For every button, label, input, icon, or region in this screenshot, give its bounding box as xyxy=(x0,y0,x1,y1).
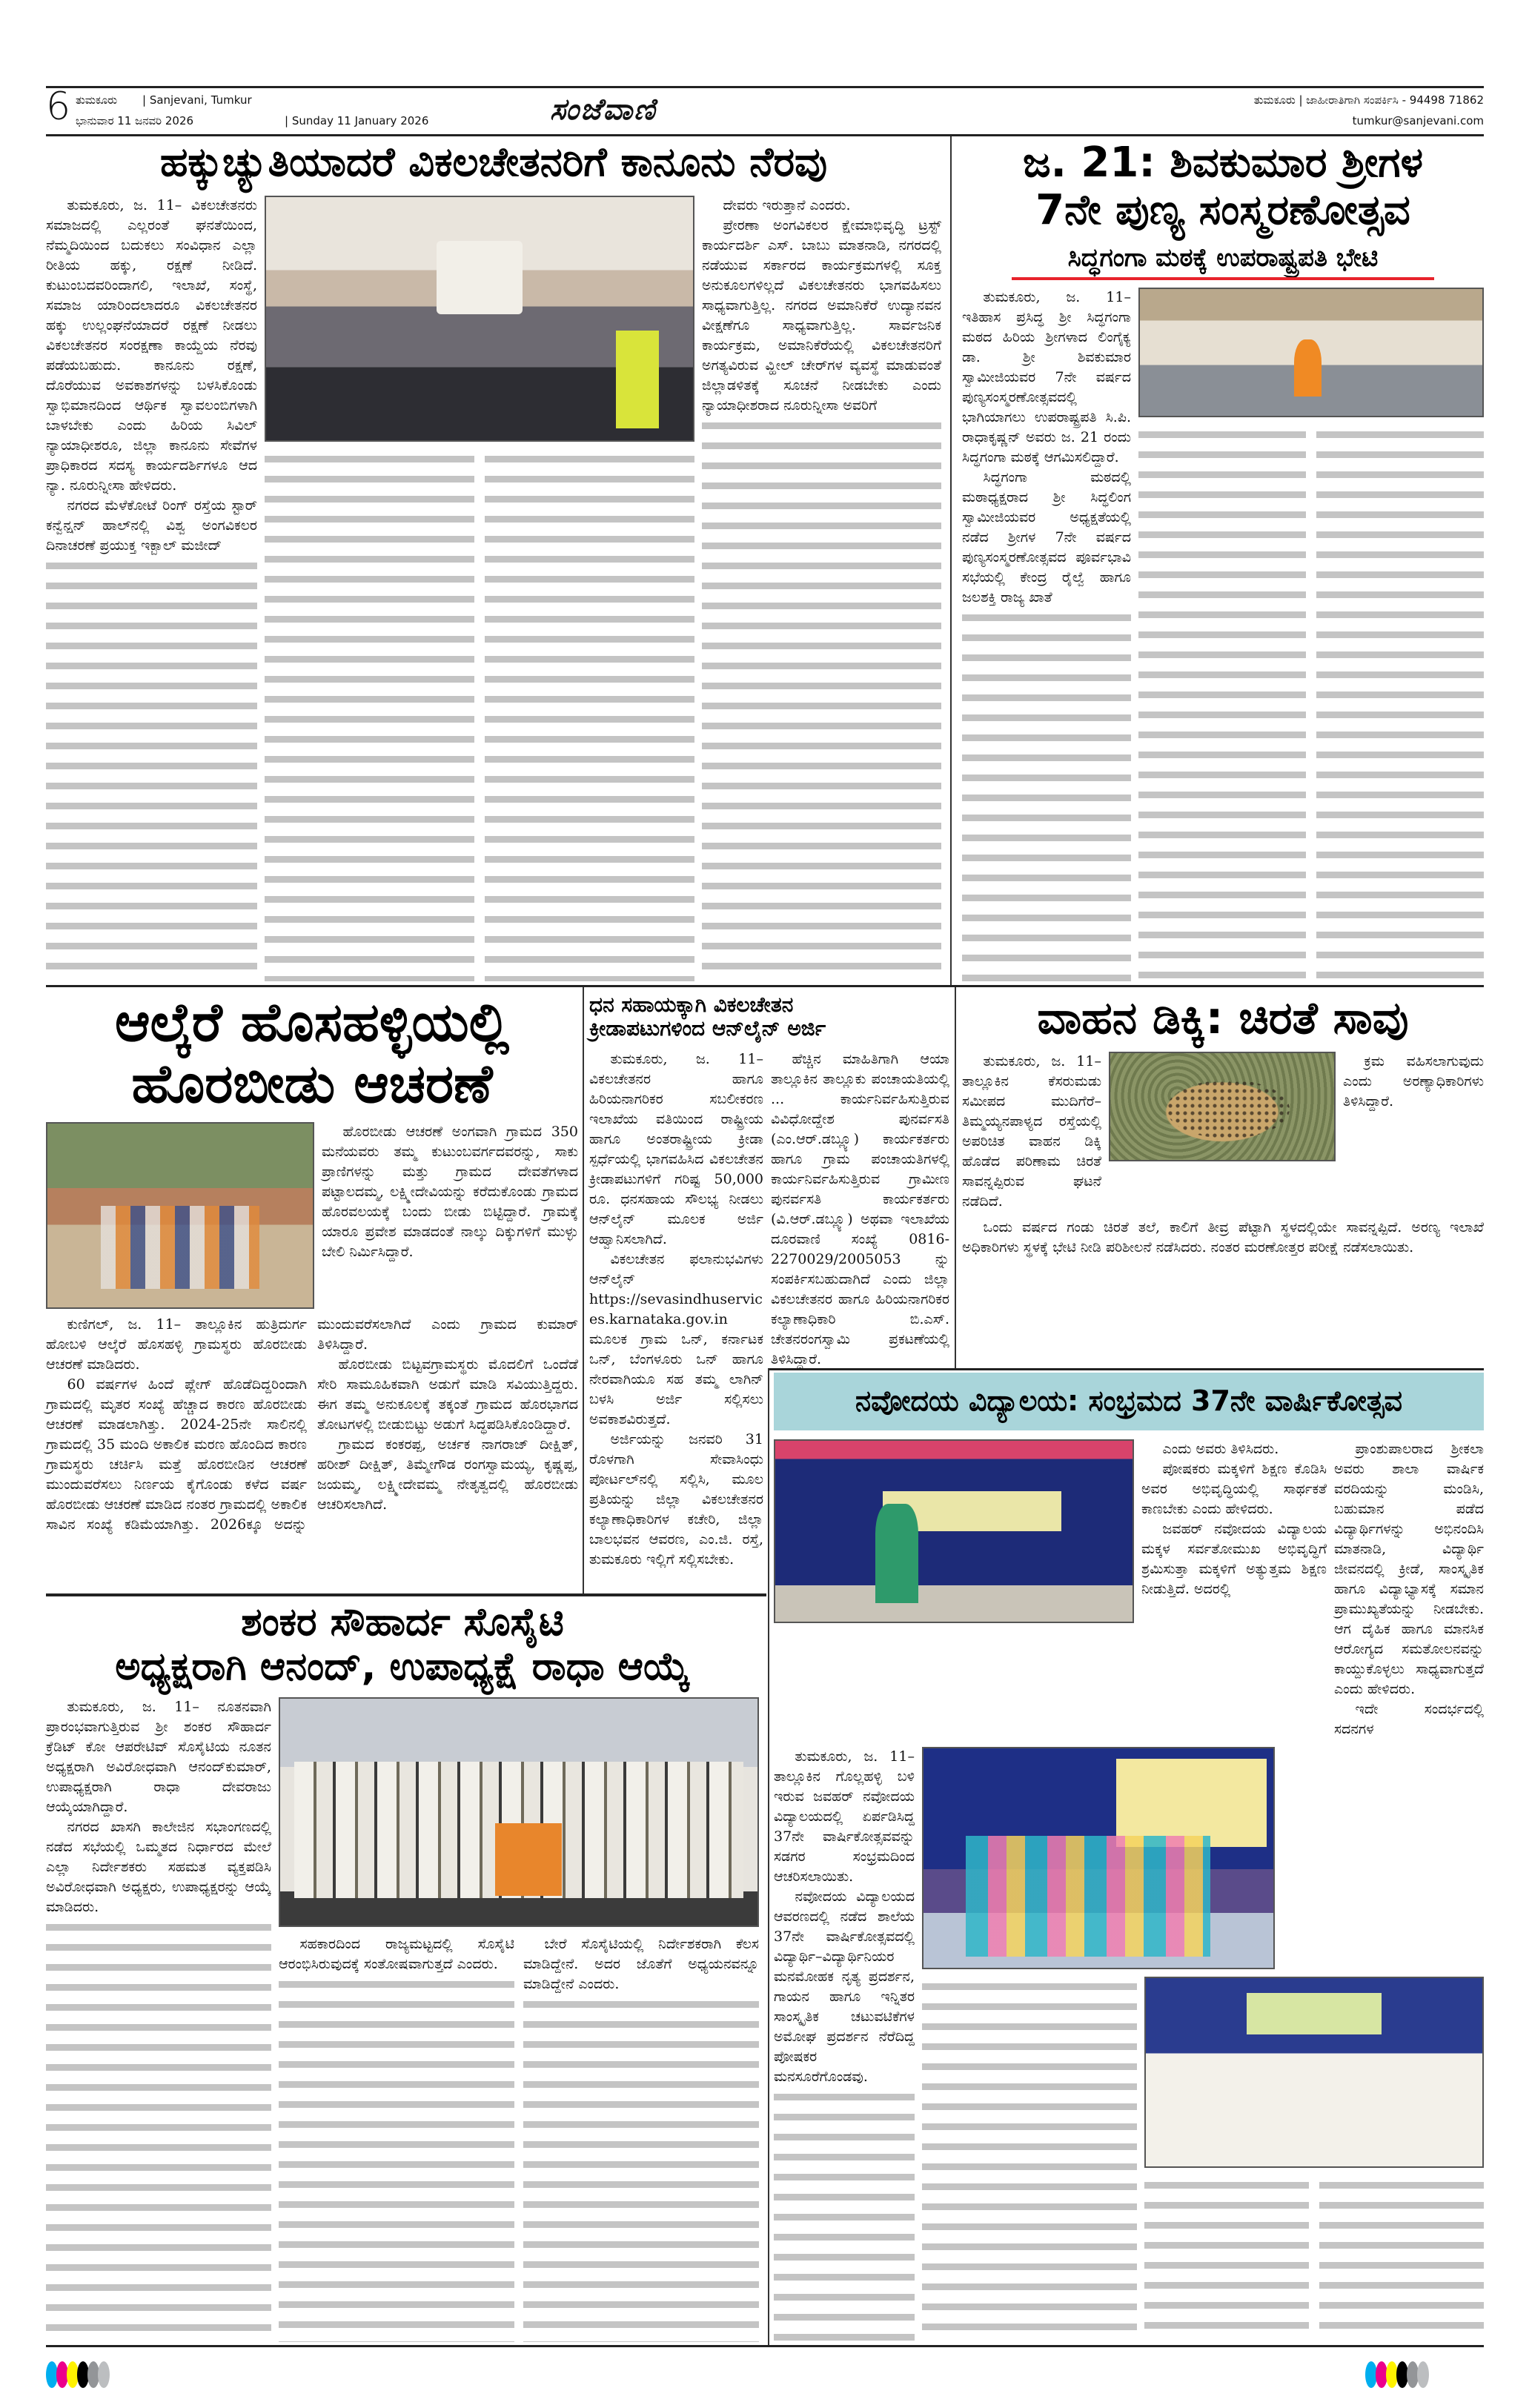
villagers-photo xyxy=(46,1122,314,1309)
city-label: ತುಮಕೂರು xyxy=(76,93,118,107)
paragraph: ಒಂದು ವರ್ಷದ ಗಂಡು ಚಿರತೆ ತಲೆ, ಕಾಲಿಗೆ ತೀವ್ರ ಪೆಟ್ಟಾಗಿ ಸ್ಥಳದಲ್ಲಿಯೇ ಸಾವನ್ನಪ್ಪಿದೆ. ಅರಣ್ಯ ಇಲಾಖೆ ಅಧಿಕಾರಿಗಳು ಸ್ಥಳಕ್ಕೆ ಭೇಟಿ ನೀಡಿ ಪರಿಶೀಲನೆ ನಡೆಸಿದರು. ನಂತರ ಮರಣೋತ್ತರ ಪರೀಕ್ಷೆ ನಡೆಸಲಾಯಿತು. xyxy=(962,1219,1484,1256)
paragraph: ಹೆಚ್ಚಿನ ಮಾಹಿತಿಗಾಗಿ ಆಯಾ ತಾಲ್ಲೂಕಿನ ತಾಲ್ಲೂಕು ಪಂಚಾಯತಿಯಲ್ಲಿ ... ಕಾರ್ಯನಿರ್ವಹಿಸುತ್ತಿರುವ ವಿವಿಧೋದ್ದೇಶ ಪುನರ್ವಸತಿ (ಎಂ.ಆರ್.ಡಬ್ಲ್ಯೂ) ಕಾರ್ಯಕರ್ತರು ಹಾಗೂ ಗ್ರಾಮ ಪಂಚಾಯತಿಗಳಲ್ಲಿ ಕಾರ್ಯನಿರ್ವಹಿಸುತ್ತಿರುವ ಗ್ರಾಮೀಣ ಪುನರ್ವಸತಿ ಕಾರ್ಯಕರ್ತರು (ವಿ.ಆರ್.ಡಬ್ಲ್ಯೂ) ಅಥವಾ ಇಲಾಖೆಯ ದೂರವಾಣಿ ಸಂಖ್ಯೆ 0816-2270029/2005053 ನ್ನು ಸಂಪರ್ಕಿಸಬಹುದಾಗಿದೆ ಎಂದು ಜಿಲ್ಲಾ ವಿಕಲಚೇತನರ ಹಾಗೂ ಹಿರಿಯನಾಗರಿಕರ ಕಲ್ಯಾಣಾಧಿಕಾರಿ ಬಿ.ಎಸ್. ಚೇತನರಂಗಸ್ವಾಮಿ ಪ್ರಕಟಣೆಯಲ್ಲಿ ತಿಳಿಸಿದ್ದಾರೆ. xyxy=(771,1051,949,1368)
article-columns xyxy=(46,1315,578,1535)
article-disabled-rights xyxy=(46,139,941,981)
header-top-rule xyxy=(46,86,1484,88)
article-column xyxy=(46,196,257,981)
meeting-photo xyxy=(1138,288,1484,417)
section-rule xyxy=(46,985,1484,987)
article-column xyxy=(1334,1439,1484,1739)
ad-contact: ತುಮಕೂರು | ಜಾಹೀರಾತಿಗಾಗಿ ಸಂಪರ್ಕಿಸಿ - 94498 71862 xyxy=(1253,93,1484,107)
paragraph: ಇದೇ ಸಂದರ್ಭದಲ್ಲಿ ಸದನಗಳ xyxy=(1334,1700,1484,1737)
date-english: | Sunday 11 January 2026 xyxy=(285,114,429,127)
article-column xyxy=(589,1049,763,1591)
article-column xyxy=(962,288,1131,981)
text-continuation xyxy=(279,1974,514,2342)
paragraph: ತುಮಕೂರು, ಜ. 11– ತಾಲ್ಲೂಕಿನ ಗೊಲ್ಲಹಳ್ಳಿ ಬಳಿ ಇರುವ ಜವಹರ್ ನವೋದಯ ವಿದ್ಯಾಲಯದಲ್ಲಿ ಏರ್ಪಡಿಸಿದ್ದ 37ನೇ ವಾರ್ಷಿಕೋತ್ಸವವನ್ನು ಸಡಗರ ಸಂಭ್ರಮದಿಂದ ಆಚರಿಸಲಾಯಿತು. xyxy=(774,1748,915,1885)
article-columns xyxy=(1144,2175,1484,2342)
lamp-lighting-photo xyxy=(774,1439,1134,1623)
paragraph: ವಿಕಲಚೇತನ ಫಲಾನುಭವಿಗಳು ಆನ್‌ಲೈನ್ https://sevasindhuservices.karnataka.gov.in ಮೂಲಕ ಗ್ರಾಮ ಒನ್, ಕರ್ನಾಟಕ ಒನ್, ಬೆಂಗಳೂರು ಒನ್ ಹಾಗೂ ನೇರವಾಗಿಯೂ ಸಹ ತಮ್ಮ ಲಾಗಿನ್ ಬಳಸಿ ಅರ್ಜಿ ಸಲ್ಲಿಸಲು ಅವಕಾಶವಿರುತ್ತದೆ. xyxy=(589,1251,763,1428)
article-column xyxy=(1343,1052,1484,1212)
column-divider xyxy=(950,136,952,986)
article-shankar-society xyxy=(46,1601,759,2342)
headline-line-1: ಶಂಕರ ಸೌಹಾರ್ದ ಸೊಸೈಟಿ xyxy=(241,1600,564,1645)
article-column xyxy=(1141,1439,1327,1739)
paragraph: ಹೊರಬೀಡು ಬಿಟ್ಟವಗ್ರಾಮಸ್ಥರು ಮೊದಲಿಗೆ ಒಂದೆಡೆ ಸೇರಿ ಸಾಮೂಹಿಕವಾಗಿ ಅಡುಗೆ ಮಾಡಿ ಸವಿಯುತ್ತಿದ್ದರು. ಈಗ ತಮ್ಮ ಅನುಕೂಲಕ್ಕೆ ತಕ್ಕಂತೆ ಗ್ರಾಮದ ಹೊರಭಾಗದ ತೋಟಗಳಲ್ಲಿ ಬೀಡುಬಿಟ್ಟು ಅಡುಗೆ ಸಿದ್ಧಪಡಿಸಿಕೊಂಡಿದ್ದಾರೆ. xyxy=(317,1356,578,1433)
paragraph: ಕ್ರಮ ವಹಿಸಲಾಗುವುದು ಎಂದು ಅರಣ್ಯಾಧಿಕಾರಿಗಳು ತಿಳಿಸಿದ್ದಾರೆ. xyxy=(1343,1053,1484,1110)
paragraph: ತುಮಕೂರು, ಜ. 11– ನೂತನವಾಗಿ ಪ್ರಾರಂಭವಾಗುತ್ತಿರುವ ಶ್ರೀ ಶಂಕರ ಸೌಹಾರ್ದ ಕ್ರೆಡಿಟ್ ಕೋ ಆಪರೇಟಿವ್ ಸೊಸೈಟಿಯ ನೂತನ ಅಧ್ಯಕ್ಷರಾಗಿ ಅವಿರೋಧವಾಗಿ ಆನಂದ್‌ಕುಮಾರ್, ಉಪಾಧ್ಯಕ್ಷರಾಗಿ ರಾಧಾ ದೇವರಾಜು ಆಯ್ಕೆಯಾಗಿದ್ದಾರೆ. xyxy=(46,1698,271,1815)
headline: ಹಕ್ಕುಚ್ಯುತಿಯಾದರೆ ವಿಕಲಚೇತನರಿಗೆ ಕಾನೂನು ನೆರವು xyxy=(159,139,828,185)
headline-line-1: ಆಲ್ಕೆರೆ ಹೊಸಹಳ್ಳಿಯಲ್ಲಿ xyxy=(114,991,510,1053)
text-continuation xyxy=(485,449,694,981)
headline-line-2: 7ನೇ ಪುಣ್ಯ ಸಂಸ್ಮರಣೋತ್ಸವ xyxy=(1035,186,1410,235)
article-column xyxy=(523,1934,759,2342)
text-continuation xyxy=(265,449,474,981)
color-registration-marks-left xyxy=(46,2361,108,2391)
text-continuation xyxy=(1316,425,1484,981)
paragraph: ಗ್ರಾಮದ ಕಂಕರಪ್ಪ, ಅರ್ಚಕ ನಾಗರಾಜ್ ದೀಕ್ಷಿತ್, ಹರೀಶ್ ದೀಕ್ಷಿತ್, ತಿಮ್ಮೇಗೌಡ ರಂಗಸ್ವಾಮಯ್ಯ, ಕೃಷ್ಣಪ್ಪ, ಜಯಮ್ಮ, ಲಕ್ಷ್ಮೀದೇವಮ್ಮ ನೇತೃತ್ವದಲ್ಲಿ ಹೊರಬೀಡು ಆಚರಿಸಲಾಗಿದೆ. xyxy=(317,1436,578,1513)
paragraph: ತುಮಕೂರು, ಜ. 11– ತಾಲ್ಲೂಕಿನ ಕೆಸರುಮಡು ಸಮೀಪದ ಮುದಿಗೆರೆ–ತಿಮ್ಮಯ್ಯನಪಾಳ್ಯದ ರಸ್ತೆಯಲ್ಲಿ ಅಪರಿಚಿತ ವಾಹನ ಡಿಕ್ಕಿ ಹೊಡೆದ ಪರಿಣಾಮ ಚಿರತೆ ಸಾವನ್ನಪ್ಪಿರುವ ಘಟನೆ ನಡೆದಿದೆ. xyxy=(962,1053,1101,1210)
text-continuation xyxy=(922,1977,1137,2342)
paragraph: ಎಂದು ಅವರು ತಿಳಿಸಿದರು. xyxy=(1162,1440,1279,1457)
article-alkere-horabeedu xyxy=(46,992,578,1591)
masthead xyxy=(46,84,1484,133)
paragraph: ನಗರದ ಖಾಸಗಿ ಕಾಲೇಜಿನ ಸಭಾಂಗಣದಲ್ಲಿ ನಡೆದ ಸಭೆಯಲ್ಲಿ ಒಮ್ಮತದ ನಿರ್ಧಾರದ ಮೇಲೆ ಎಲ್ಲಾ ನಿರ್ದೇಶಕರು ಸಹಮತ ವ್ಯಕ್ತಪಡಿಸಿ ಅವಿರೋಧವಾಗಿ ಅಧ್ಯಕ್ಷರು, ಉಪಾಧ್ಯಕ್ಷರನ್ನು ಆಯ್ಕೆ ಮಾಡಿದರು. xyxy=(46,1818,271,1915)
leopard-photo xyxy=(1109,1052,1336,1161)
article-columns-under-photo xyxy=(265,449,694,981)
headline-line-2: ಅಧ್ಯಕ್ಷರಾಗಿ ಆನಂದ್, ಉಪಾಧ್ಯಕ್ಷೆ ರಾಧಾ ಆಯ್ಕೆ xyxy=(115,1644,690,1689)
headline-line-2: ಹೊರಬೀಡು ಆಚರಣೆ xyxy=(131,1052,493,1115)
paragraph: 60 ವರ್ಷಗಳ ಹಿಂದೆ ಪ್ಲೇಗ್ ಹೊಡೆದಿದ್ದರಿಂದಾಗಿ ಗ್ರಾಮದಲ್ಲಿ ಮೃತರ ಸಂಖ್ಯೆ ಹೆಚ್ಚಾದ ಕಾರಣ ಹೊರಬೀಡು ಆಚರಣೆ ಮಾಡಲಾಗಿತ್ತು. 2024-25ನೇ ಸಾಲಿನಲ್ಲಿ ಗ್ರಾಮದಲ್ಲಿ 35 ಮಂದಿ ಅಕಾಲಿಕ ಮರಣ ಹೊಂದಿದ ಕಾರಣ ಗ್ರಾಮಸ್ಥರು ಚರ್ಚಿಸಿ ಮತ್ತೆ ಹೊರಬೀಡಿನ ಆಚರಣೆ ಮುಂದುವರೆಸಲು ನಿರ್ಣಯ ಕೈಗೊಂಡು ಕಳೆದ ವರ್ಷ ಹೊರಬೀಡು ಆಚರಣೆ ಮಾಡಿದ ನಂತರ ಗ್ರಾಮದಲ್ಲಿ ಅಕಾಲಿಕ ಸಾವಿನ ಸಂಖ್ಯೆ ಕಡಿಮೆಯಾಗಿತ್ತು. 2026ಕ್ಕೂ ಅದನ್ನು ಮುಂದುವರೆಸಲಾಗಿದೆ ಎಂದು ಗ್ರಾಮದ ಕುಮಾರ್ ತಿಳಿಸಿದ್ದಾರೆ. xyxy=(46,1316,578,1533)
color-mark xyxy=(1417,2361,1429,2388)
paragraph: ಅರ್ಜಿಯನ್ನು ಜನವರಿ 31 ರೊಳಗಾಗಿ ಸೇವಾಸಿಂಧು ಪೋರ್ಟಲ್‌ನಲ್ಲಿ ಸಲ್ಲಿಸಿ, ಮೂಲ ಪ್ರತಿಯನ್ನು ಜಿಲ್ಲಾ ವಿಕಲಚೇತನರ ಕಲ್ಯಾಣಾಧಿಕಾರಿಗಳ ಕಚೇರಿ, ಜಿಲ್ಲಾ ಬಾಲಭವನ ಆವರಣ, ಎಂ.ಜಿ. ರಸ್ತೆ, ತುಮಕೂರು ಇಲ್ಲಿಗೆ ಸಲ್ಲಿಸಬೇಕು. xyxy=(589,1431,763,1568)
column-divider xyxy=(583,987,584,1593)
text-continuation xyxy=(523,1994,759,2342)
section-rule xyxy=(46,1593,766,1596)
text-continuation xyxy=(774,2087,915,2342)
color-mark xyxy=(98,2361,110,2388)
headline-line-2: ಕ್ರೀಡಾಪಟುಗಳಿಂದ ಆನ್‌ಲೈನ್ ಅರ್ಜಿ xyxy=(589,1016,826,1041)
article-column xyxy=(322,1122,578,1309)
headline-banner: ನವೋದಯ ವಿದ್ಯಾಲಯ: ಸಂಭ್ರಮದ 37ನೇ ವಾರ್ಷಿಕೋತ್ಸವ xyxy=(774,1373,1484,1430)
paragraph: ಬೇರೆ ಸೊಸೈಟಿಯಲ್ಲಿ ನಿರ್ದೇಶಕರಾಗಿ ಕೆಲಸ ಮಾಡಿದ್ದೇನೆ. ಅದರ ಜೊತೆಗೆ ಅಧ್ಯಯನವನ್ನೂ ಮಾಡಿದ್ದೇನೆ ಎಂದರು. xyxy=(523,1935,759,1992)
headline: ವಾಹನ ಡಿಕ್ಕಿ: ಚಿರತೆ ಸಾವು xyxy=(1037,992,1409,1044)
section-rule xyxy=(769,1368,1484,1370)
column-divider xyxy=(768,1368,769,2345)
society-members-photo xyxy=(279,1697,759,1927)
article-leopard-death xyxy=(962,993,1484,1365)
text-continuation xyxy=(962,608,1131,981)
paragraph: ಕುಣಿಗಲ್, ಜ. 11– ತಾಲ್ಲೂಕಿನ ಹುತ್ರಿದುರ್ಗ ಹೋಬಳಿ ಆಲ್ಕೆರೆ ಹೊಸಹಳ್ಳಿ ಗ್ರಾಮಸ್ಥರು ಹೊರಬೀಡು ಆಚರಣೆ ಮಾಡಿದರು. xyxy=(46,1316,307,1373)
paragraph: ಪ್ರೇರಣಾ ಅಂಗವಿಕಲರ ಕ್ಷೇಮಾಭಿವೃದ್ಧಿ ಟ್ರಸ್ಟ್ ಕಾರ್ಯದರ್ಶಿ ಎಸ್. ಬಾಬು ಮಾತನಾಡಿ, ನಗರದಲ್ಲಿ ನಡೆಯುವ ಸರ್ಕಾರದ ಕಾರ್ಯಕ್ರಮಗಳಲ್ಲಿ ಸೂಕ್ತ ಅನುಕೂಲಗಳಿಲ್ಲದೆ ವಿಕಲಚೇತನರು ಭಾಗವಹಿಸಲು ಸಾಧ್ಯವಾಗುತ್ತಿಲ್ಲ. ನಗರದ ಅಮಾನಿಕೆರೆ ಉದ್ಯಾನವನ ವೀಕ್ಷಣೆಗೂ ಸಾಧ್ಯವಾಗುತ್ತಿಲ್ಲ. ಸಾರ್ವಜನಿಕ ಕಾರ್ಯಕ್ರಮ, ಅಮಾನಿಕೆರೆಯಲ್ಲಿ ವಿಕಲಚೇತನರಿಗೆ ಅಗತ್ಯವಿರುವ ವ್ಹೀಲ್ ಚೇರ್‌ಗಳ ವ್ಯವಸ್ಥೆ ಮಾಡುವಂತೆ ಜಿಲ್ಲಾಡಳಿತಕ್ಕೆ ಸೂಚನೆ ನೀಡಬೇಕು ಎಂದು ನ್ಯಾಯಾಧೀಶರಾದ ನೂರುನ್ನೀಸಾ ಅವರಿಗೆ xyxy=(702,217,941,414)
event-photo-wheelchairs xyxy=(265,196,694,442)
paragraph: ಹೊರಬೀಡು ಆಚರಣೆ ಅಂಗವಾಗಿ ಗ್ರಾಮದ 350 ಮನೆಯವರು ತಮ್ಮ ಕುಟುಂಬವರ್ಗದವರನ್ನು, ಸಾಕು ಪ್ರಾಣಿಗಳನ್ನು ಮತ್ತು ಗ್ರಾಮದ ದೇವತೆಗಳಾದ ಪಟ್ಟಾಲದಮ್ಮ, ಲಕ್ಷ್ಮೀದೇವಿಯನ್ನು ಕರೆದುಕೊಂಡು ಗ್ರಾಮದ ಹೊರವಲಯಕ್ಕೆ ಬಂದು ಬೀಡು ಬಿಟ್ಟಿದ್ದಾರೆ. ಗ್ರಾಮಕ್ಕೆ ಯಾರೂ ಪ್ರವೇಶ ಮಾಡದಂತೆ ನಾಲ್ಕು ದಿಕ್ಕುಗಳಿಗೆ ಮುಳ್ಳು ಬೇಲಿ ನಿರ್ಮಿಸಿದ್ದಾರೆ. xyxy=(322,1123,578,1260)
paragraph: ನವೋದಯ ವಿದ್ಯಾಲಯದ ಆವರಣದಲ್ಲಿ ನಡೆದ ಶಾಲೆಯ 37ನೇ ವಾರ್ಷಿಕೋತ್ಸವದಲ್ಲಿ ವಿದ್ಯಾರ್ಥಿ–ವಿದ್ಯಾರ್ಥಿನಿಯರ ಮನಮೋಹಕ ನೃತ್ಯ ಪ್ರದರ್ಶನ, ಗಾಯನ ಹಾಗೂ ಇನ್ನಿತರ ಸಾಂಸ್ಕೃತಿಕ ಚಟುವಟಿಕೆಗಳ ಅಮೋಘ ಪ್ರದರ್ಶನ ನೆರೆದಿದ್ದ ಪೋಷಕರ ಮನಸೂರೆಗೊಂಡವು. xyxy=(774,1888,915,2085)
article-text-under-photo xyxy=(962,1218,1484,1258)
headline-line-1: ಧನ ಸಹಾಯಕ್ಕಾಗಿ ವಿಕಲಚೇತನ xyxy=(589,992,794,1017)
subheadline: ಸಿದ್ಧಗಂಗಾ ಮಠಕ್ಕೆ ಉಪರಾಷ್ಟ್ರಪತಿ ಭೇಟಿ xyxy=(1067,242,1379,273)
article-column xyxy=(962,1052,1101,1212)
paragraph: ತುಮಕೂರು, ಜ. 11– ವಿಕಲಚೇತನರ ಹಾಗೂ ಹಿರಿಯನಾಗರಿಕರ ಸಬಲೀಕರಣ ಇಲಾಖೆಯ ವತಿಯಿಂದ ರಾಷ್ಟ್ರೀಯ ಹಾಗೂ ಅಂತರಾಷ್ಟ್ರೀಯ ಕ್ರೀಡಾ ಸ್ಪರ್ಧೆಯಲ್ಲಿ ಭಾಗವಹಿಸಿದ ವಿಕಲಚೇತನ ಕ್ರೀಡಾಪಟುಗಳಿಗೆ ಗರಿಷ್ಟ 50,000 ರೂ. ಧನಸಹಾಯ ಸೌಲಭ್ಯ ನೀಡಲು ಆನ್‌ಲೈನ್ ಮೂಲಕ ಅರ್ಜಿ ಆಹ್ವಾನಿಸಲಾಗಿದೆ. xyxy=(589,1051,763,1248)
text-continuation xyxy=(46,1917,271,2342)
newspaper-logo: ಸಂಜೆವಾಣಿ xyxy=(550,93,657,127)
page-number: 6 xyxy=(46,84,71,129)
article-column xyxy=(774,1747,915,2342)
edition-label: | Sanjevani, Tumkur xyxy=(142,93,252,107)
color-registration-marks-right xyxy=(1365,2361,1427,2391)
text-continuation xyxy=(46,556,257,981)
text-continuation xyxy=(1144,2175,1309,2342)
footer-rule xyxy=(46,2345,1484,2347)
article-column xyxy=(279,1934,514,2342)
column-divider xyxy=(955,987,956,1368)
paragraph: ಸಿದ್ಧಗಂಗಾ ಮಠದಲ್ಲಿ ಮಠಾಧ್ಯಕ್ಷರಾದ ಶ್ರೀ ಸಿದ್ಧಲಿಂಗ ಸ್ವಾಮೀಜಿಯವರ ಅಧ್ಯಕ್ಷತೆಯಲ್ಲಿ ನಡೆದ ಶ್ರೀಗಳ 7ನೇ ವರ್ಷದ ಪುಣ್ಯಸಂಸ್ಮರಣೋತ್ಸವದ ಪೂರ್ವಭಾವಿ ಸಭೆಯಲ್ಲಿ ಕೇಂದ್ರ ರೈಲ್ವೆ ಹಾಗೂ ಜಲಶಕ್ತಿ ರಾಜ್ಯ ಖಾತೆ xyxy=(962,468,1131,606)
students-photo xyxy=(1144,1977,1484,2168)
paragraph: ಪೋಷಕರು ಮಕ್ಕಳಿಗೆ ಶಿಕ್ಷಣ ಕೊಡಿಸಿ ಅವರ ಅಭಿವೃದ್ಧಿಯಲ್ಲಿ ಸಾರ್ಥಕತೆ ಕಾಣಬೇಕು ಎಂದು ಹೇಳಿದರು. xyxy=(1141,1460,1327,1517)
paragraph: ತುಮಕೂರು, ಜ. 11– ವಿಕಲಚೇತನರು ಸಮಾಜದಲ್ಲಿ ಎಲ್ಲರಂತೆ ಘನತೆಯಿಂದ, ನೆಮ್ಮದಿಯಿಂದ ಬದುಕಲು ಸಂವಿಧಾನ ಎಲ್ಲಾ ರೀತಿಯ ಹಕ್ಕು, ರಕ್ಷಣೆ ನೀಡಿದೆ. ಕುಟುಂಬದವರಿಂದಾಗಲಿ, ಇಲಾಖೆ, ಸಂಸ್ಥೆ, ಸಮಾಜ ಯಾರಿಂದಲಾದರೂ ವಿಕಲಚೇತನರ ಹಕ್ಕು ಉಲ್ಲಂಘನೆಯಾದರೆ ರಕ್ಷಣೆ ನೀಡಲು ವಿಕಲಚೇತನರ ಸಂರಕ್ಷಣಾ ಕಾಯ್ದೆಯ ನೆರವು ಪಡೆಯಬಹುದು. ಕಾನೂನು ರಕ್ಷಣೆ, ದೊರೆಯುವ ಅವಕಾಶಗಳನ್ನು ಬಳಸಿಕೊಂಡು ಸ್ವಾಭಿಮಾನದಿಂದ ಆರ್ಥಿಕ ಸ್ವಾವಲಂಬಿಗಳಾಗಿ ಬಾಳಬೇಕು ಎಂದು ಹಿರಿಯ ಸಿವಿಲ್ ನ್ಯಾಯಾಧೀಶರೂ, ಜಿಲ್ಲಾ ಕಾನೂನು ಸೇವೆಗಳ ಪ್ರಾಧಿಕಾರದ ಸದಸ್ಯ ಕಾರ್ಯದರ್ಶಿಗಳೂ ಆದ ನ್ಯಾ. ನೂರುನ್ನೀಸಾ ಹೇಳಿದರು. xyxy=(46,197,257,494)
article-shivakumar-anniversary xyxy=(962,139,1484,981)
article-column xyxy=(46,1697,271,2342)
paragraph: ನಗರದ ಮೆಳೆಕೋಟೆ ರಿಂಗ್ ರಸ್ತೆಯ ಸ್ಟಾರ್ ಕನ್ವೆನ್ಷನ್ ಹಾಲ್‌ನಲ್ಲಿ ವಿಶ್ವ ಅಂಗವಿಕಲರ ದಿನಾಚರಣೆ ಪ್ರಯುಕ್ತ ಇಕ್ಬಾಲ್ ಮಜೀದ್ xyxy=(46,497,257,554)
paragraph: ಜವಹರ್ ನವೋದಯ ವಿದ್ಯಾಲಯ ಮಕ್ಕಳ ಸರ್ವತೋಮುಖ ಅಭಿವೃದ್ಧಿಗೆ ಶ್ರಮಿಸುತ್ತಾ ಮಕ್ಕಳಿಗೆ ಅತ್ಯುತ್ತಮ ಶಿಕ್ಷಣ ನೀಡುತ್ತಿದೆ. ಅದರಲ್ಲಿ xyxy=(1141,1520,1327,1597)
text-continuation xyxy=(702,416,941,981)
paragraph: ತುಮಕೂರು, ಜ. 11– ಇತಿಹಾಸ ಪ್ರಸಿದ್ಧ ಶ್ರೀ ಸಿದ್ಧಗಂಗಾ ಮಠದ ಹಿರಿಯ ಶ್ರೀಗಳಾದ ಲಿಂಗೈಕ್ಯ ಡಾ. ಶ್ರೀ ಶಿವಕುಮಾರ ಸ್ವಾಮೀಜಿಯವರ 7ನೇ ವರ್ಷದ ಪುಣ್ಯಸಂಸ್ಮರಣೋತ್ಸವದಲ್ಲಿ ಭಾಗಿಯಾಗಲು ಉಪರಾಷ್ಟ್ರಪತಿ ಸಿ.ಪಿ. ರಾಧಾಕೃಷ್ಣನ್ ಅವರು ಜ. 21 ರಂದು ಸಿದ್ಧಗಂಗಾ ಮಠಕ್ಕೆ ಆಗಮಿಸಲಿದ್ದಾರೆ. xyxy=(962,288,1131,465)
email-address: tumkur@sanjevani.com xyxy=(1352,114,1484,127)
header-bottom-rule xyxy=(46,134,1484,136)
subheadline-underline xyxy=(1012,277,1434,280)
text-continuation xyxy=(1319,2175,1484,2342)
date-kannada: ಭಾನುವಾರ 11 ಜನವರಿ 2026 xyxy=(76,114,194,127)
text-continuation xyxy=(1138,425,1306,981)
paragraph: ದೇವರು ಇರುತ್ತಾನೆ ಎಂದರು. xyxy=(723,197,851,214)
paragraph: ಸಹಕಾರದಿಂದ ರಾಜ್ಯಮಟ್ಟದಲ್ಲಿ ಸೊಸೈಟಿ ಆರಂಭಿಸಿರುವುದಕ್ಕೆ ಸಂತೋಷವಾಗುತ್ತದೆ ಎಂದರು. xyxy=(279,1935,514,1972)
headline-line-1: ಜ. 21: ಶಿವಕುಮಾರ ಶ್ರೀಗಳ xyxy=(1023,139,1423,187)
article-column xyxy=(702,196,941,981)
article-column xyxy=(922,1977,1137,2342)
article-columns-under-photo xyxy=(1138,425,1484,981)
dance-performance-photo xyxy=(922,1747,1275,1969)
article-navodaya-anniversary xyxy=(774,1373,1484,2342)
paragraph: ಪ್ರಾಂಶುಪಾಲರಾದ ಶ್ರೀಕಲಾ ಅವರು ಶಾಲಾ ವಾರ್ಷಿಕ ವರದಿಯನ್ನು ಮಂಡಿಸಿ, ಬಹುಮಾನ ಪಡೆದ ವಿದ್ಯಾರ್ಥಿಗಳನ್ನು ಅಭಿನಂದಿಸಿ ಮಾತನಾಡಿ, ವಿದ್ಯಾರ್ಥಿ ಜೀವನದಲ್ಲಿ ಕ್ರೀಡೆ, ಸಾಂಸ್ಕೃತಿಕ ಹಾಗೂ ವಿದ್ಯಾಭ್ಯಾಸಕ್ಕೆ ಸಮಾನ ಪ್ರಾಮುಖ್ಯತೆಯನ್ನು ನೀಡಬೇಕು. ಆಗ ದೈಹಿಕ ಹಾಗೂ ಮಾನಸಿಕ ಆರೋಗ್ಯದ ಸಮತೋಲನವನ್ನು ಕಾಯ್ದುಕೊಳ್ಳಲು ಸಾಧ್ಯವಾಗುತ್ತದೆ ಎಂದು ಹೇಳಿದರು. xyxy=(1334,1440,1484,1697)
